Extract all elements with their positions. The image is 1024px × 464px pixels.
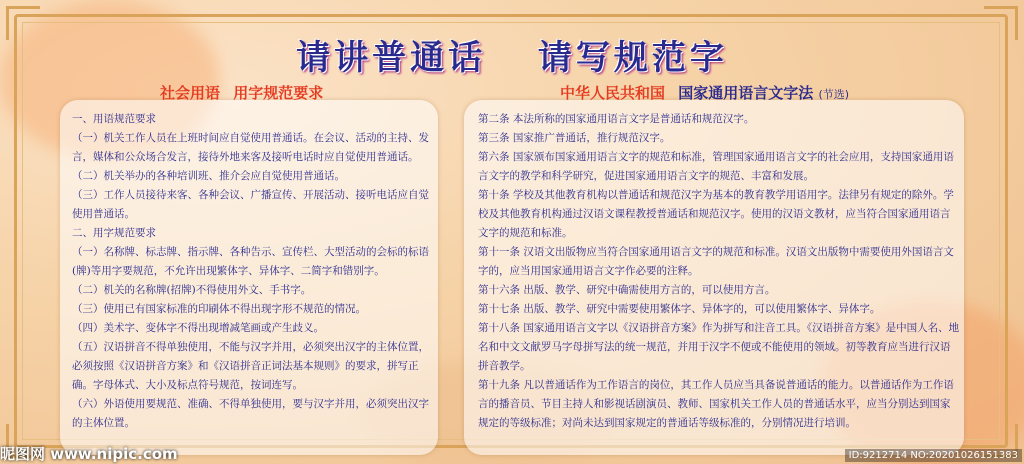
watermark-left: 昵图网 www.nipic.com xyxy=(0,445,178,463)
left-heading-b: 用字规范要求 xyxy=(233,84,324,102)
page-title xyxy=(0,30,1024,79)
paragraph: （五）汉语拼音不得单独使用，不能与汉字并用，必须突出汉字的主体位置，必须按照《汉语拼音方案》和《汉语拼音正词法基本规则》的要求，拼写正确。字母体式、大小及标点符号规范，按词连写。 xyxy=(72,341,429,391)
paragraph: （二）机关举办的各种培训班、推介会应自觉使用普通话。 xyxy=(72,170,345,182)
paragraph: （二）机关的名称牌(招牌)不得使用外文、手书字。 xyxy=(72,284,312,296)
paragraph: 第六条 国家颁布国家通用语言文字的规范和标准，管理国家通用语言文字的社会应用，支持国家通用语言文字的教学和科学研究，促进国家通用语言文字的规范、丰富和发展。 xyxy=(478,151,954,182)
right-text xyxy=(478,110,960,433)
paragraph: （三）工作人员接待来客、各种会议、广播宣传、开展活动、接听电话应自觉使用普通话。 xyxy=(72,189,429,220)
paragraph: 第十一条 汉语文出版物应当符合国家通用语言文字的规范和标准。汉语文出版物中需要使用外国语言文字的，应当用国家通用语言文字作必要的注释。 xyxy=(478,246,954,277)
paragraph: （四）美术字、变体字不得出现增减笔画或产生歧义。 xyxy=(72,322,324,334)
watermark-right: ID:9212714 NO:20201026151383 xyxy=(845,449,1022,462)
right-heading xyxy=(560,82,849,102)
title-left: 请讲普通话 xyxy=(296,38,487,78)
paragraph: （一）名称牌、标志牌、指示牌、各种告示、宣传栏、大型活动的会标的标语(牌)等用字要规范，不允许出现繁体字、异体字、二简字和错别字。 xyxy=(72,246,429,277)
paragraph: 第二条 本法所称的国家通用语言文字是普通话和规范汉字。 xyxy=(478,113,755,125)
right-heading-a: 中华人民共和国 xyxy=(560,84,666,102)
paragraph: （三）使用已有国家标准的印刷体不得出现字形不规范的情况。 xyxy=(72,303,366,315)
left-text xyxy=(72,110,432,433)
paragraph: 第十条 学校及其他教育机构以普通话和规范汉字为基本的教育教学用语用字。法律另有规定的除外。学校及其他教育机构通过汉语文课程教授普通话和规范汉字。使用的汉语文教材，应当符合国家通用语言文字的规范和标准。 xyxy=(478,189,954,239)
paragraph: （六）外语使用要规范、准确、不得单独使用，要与汉字并用，必须突出汉字的主体位置。 xyxy=(72,398,429,429)
paragraph: 二、用字规范要求 xyxy=(72,227,156,239)
paragraph: 第十八条 国家通用语言文字以《汉语拼音方案》作为拼写和注音工具。《汉语拼音方案》是中国人名、地名和中文文献罗马字母拼写法的统一规范，并用于汉字不便或不能使用的领域。初等教育应当进行汉语拼音教学。 xyxy=(478,322,960,372)
left-heading-a: 社会用语 xyxy=(160,84,221,102)
paragraph: 第三条 国家推广普通话，推行规范汉字。 xyxy=(478,132,671,144)
paragraph: 一、用语规范要求 xyxy=(72,113,156,125)
paragraph: （一）机关工作人员在上班时间应自觉使用普通话。在会议、活动的主持、发言，媒体和公众场合发言，接待外地来客及接听电话时应自觉使用普通话。 xyxy=(72,132,429,163)
right-heading-c: (节选) xyxy=(818,88,850,101)
title-right: 请写规范字 xyxy=(537,38,728,78)
right-heading-b: 国家通用语言文字法 xyxy=(678,84,814,102)
paragraph: 第十七条 出版、教学、研究中需要使用繁体字、异体字的，可以使用繁体字、异体字。 xyxy=(478,303,881,315)
paragraph: 第十六条 出版、教学、研究中确需使用方言的，可以使用方言。 xyxy=(478,284,776,296)
paragraph: 第十九条 凡以普通话作为工作语言的岗位，其工作人员应当具备说普通话的能力。以普通话作为工作语言的播音员、节目主持人和影视话剧演员、教师、国家机关工作人员的普通话水平，应当分别达到国家规定的等级标准；对尚未达到国家规定的普通话等级标准的，分别情况进行培训。 xyxy=(478,379,954,429)
left-heading xyxy=(160,82,331,102)
